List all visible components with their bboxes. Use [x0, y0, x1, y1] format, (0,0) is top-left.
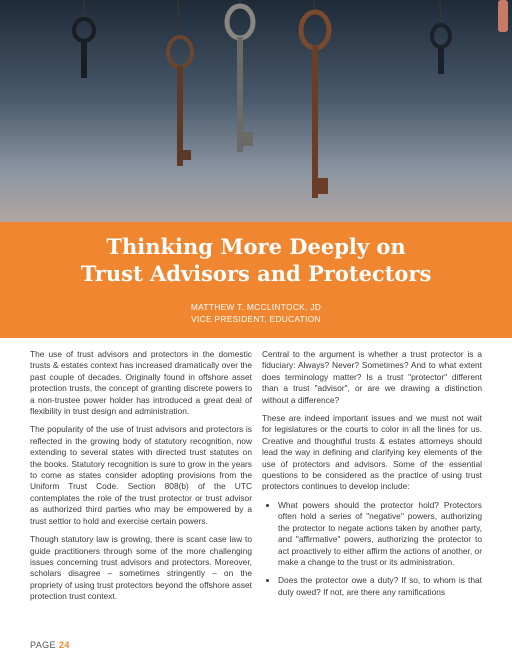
paragraph: These are indeed important issues and we must not wait for legislatures or the courts to color in all the lines for us. Creative and thoughtful trusts & estates attorneys should lead the way in defining and clarifying key elements of the use of protectors and advisors. Some of the essential questions to be considered as the practice of using trust protectors continues to develop include: [262, 413, 482, 492]
paragraph: The popularity of the use of trust advisors and protectors is reflected in the growing body of statutory recognition, now extending to several states with directed trust statutes on the books. Statutory recognition is sure to grow in the years to come as states consider adopting provisions from the Uniform Trust Code. Section 808(b) of the UTC contemplates the role of the trust protector or trust advisor as authorized third parties who may be empowered by a trust settlor to hold and exercise certain powers. [30, 424, 252, 526]
page-number: 24 [58, 640, 70, 650]
article-title-line-1: Thinking More Deeply on [106, 234, 406, 259]
paragraph: Central to the argument is whether a trust protector is a fiduciary: Always? Never? Sometimes? And to what extent does terminology matter? Is a trust "protector" different than a trust "advisor", or are we drawing a distinction without a difference? [262, 349, 482, 405]
page-footer [30, 640, 70, 650]
paragraph: The use of trust advisors and protectors in the domestic trusts & estates context has increased dramatically over the past couple of decades. Originally found in offshore asset protection trusts, the concept of granting discrete powers to a non-trustee power holder has introduced a great deal of flexibility in trust design and administration. [30, 349, 252, 417]
right-text-column [262, 349, 482, 605]
author-title: VICE PRESIDENT, EDUCATION [191, 314, 321, 324]
hero-image-hanging-keys [0, 0, 512, 222]
left-text-column [30, 349, 252, 610]
list-item: • What powers should the protector hold? Protectors often hold a series of "negative" powers, authorizing the protector to negate actions taken by another party, and "affirmative" powers, authorizing the protector to act proactively to either affirm the actions of another, or make a change to the trust or its administration. [278, 500, 482, 568]
paragraph: Though statutory law is growing, there is scant case law to guide practitioners through some of the more challenging issues concerning trust advisors and protectors. Moreover, scholars disagree – sometimes stringently – on the propriety of using trust protectors beyond the offshore asset protection trust context. [30, 534, 252, 602]
author-name: MATTHEW T. MCCLINTOCK, JD [190, 302, 322, 312]
article-title-line-2: Trust Advisors and Protectors [80, 261, 432, 286]
list-item: • Does the protector owe a duty? If so, to whom is that duty owed? If not, are there any ramifications [278, 575, 482, 598]
page-label: PAGE [30, 640, 56, 650]
question-list [262, 500, 482, 598]
